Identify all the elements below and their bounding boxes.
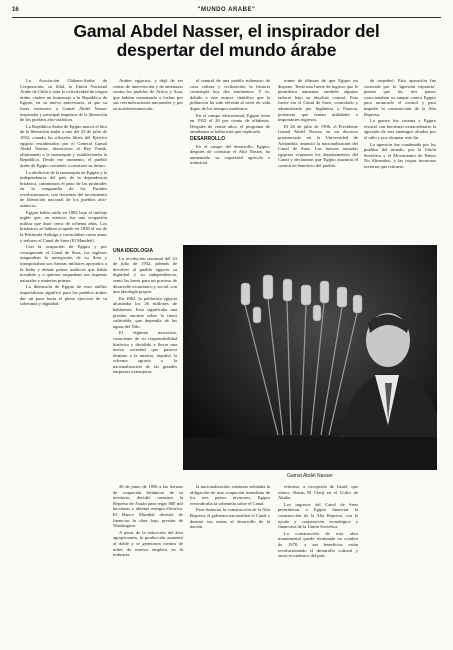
photo-caption: Gamal Abdel Nasser (287, 473, 333, 479)
section-heading-desarrollo: DESARROLLO (190, 135, 225, 142)
paragraph: La Asociación Chileno-Arabe de Cooperación, su filial, la Unión Nacional Arabe de Chile y toda la colectividad de origen árabe, rinden un homenaje a la República de Egipto, en su nuevo aniversario, al que su fuera extensivo a Gamal Abdel Nasser inspirador y principal impulsor de la liberación de los pueblos afro-asiáticos. (20, 78, 107, 123)
column-4 (278, 78, 358, 240)
title-line-2: despertar del mundo árabe (116, 40, 337, 60)
nasser-photograph (183, 245, 437, 470)
bottom-column-2 (113, 484, 183, 644)
paragraph: de torpedeó. Esta operación fue conocida por la 'agresión tripartita', puesto que los tres países coaccionaban su tanque contra Egipto para arrancarle el control y para impedir la construcción de la Alta Represa. (364, 78, 436, 117)
paragraph: el natural de una pueblo milenario de casa cultura y civilización la historia contempla hoy dos fenómenos. Y es, debido a este avance científico que la población ha sido elevada al nivel de vida digno de los tiempos modernos. (190, 78, 270, 111)
column-2-section (113, 247, 177, 479)
page-header (12, 5, 441, 16)
paragraph: Para financiar la construcción de la Alta Represa, el gobierno nacionalizó el Canal y destinó sus rentas al desarrollo de la nación. (190, 507, 270, 530)
paragraph: La guerra fue cruenta y Egipto resistió con heroísmo extraordinario la agresión de tres enemigos aliados por el odio y por alcanzar este fin. (364, 118, 436, 140)
paragraph: La agresión fue condenada por los pueblos del mundo, por la Unión Soviética y el Movimiento de Países No Alineados, y las tropas invasoras tuvieron que retirarse. (364, 141, 436, 169)
paragraph: En el campo educacional, Egipto tenía en 1952 el 20 por ciento de alfabetos. Después de veinte años, el programa de enseñanza se había más que triplicado. (190, 112, 270, 135)
column-5 (364, 78, 436, 240)
column-1 (20, 78, 107, 644)
page-number: 16 (12, 7, 19, 13)
paragraph: 26 de junio de 1956 a las fuerzas de ocupación británicas de su territorio, decidió construir la Represa de Asuán para regar 800 mil hectáreas y obtener energía eléctrica. El Banco Mundial desistió de financiar la obra bajo presión de Washington. (113, 484, 183, 529)
paragraph: retirarse, a excepción de Israel, que retuvo Sharm El Cheij en el Golfo de Akaba. (278, 484, 358, 501)
column-3 (190, 78, 270, 240)
paragraph: Los ingresos del Canal de Suez permitieron a Egipto financiar la construcción de la Alta Represa, con la ayuda y cooperación tecnológica y financiera de la Unión Soviética. (278, 501, 358, 530)
header-rule (12, 17, 441, 18)
section-heading-ideologia: UNA IDEOLOGIA (113, 248, 154, 254)
section-body (113, 256, 177, 375)
column-2-top (113, 78, 183, 244)
paragraph: En 1962, la población egipcia alcanzaba los 26 millones de habitantes. Esto significaba una presión enorme sobre la tierra cultivable, que dependía de las aguas del Nilo. (113, 295, 177, 329)
paragraph: la nacionalización; mientras señalaba la obligación de una ocupación inmediata de los tres países invasores, Egipto reivindicaba la soberanía sobre el Canal. (190, 484, 270, 506)
paragraph: El 26 de julio de 1956, el Presidente Gamal Abdel Nasser, en un discurso pronunciado en la Universidad de Alejandría, anunció la nacionalización del Canal de Suez. Las fuerzas armadas egipcias ocuparon los departamentos del Canal y declararon que Egipto asumiría el control en beneficio del pueblo. (278, 123, 358, 168)
bottom-column-4 (278, 484, 358, 644)
bottom-column-3 (190, 484, 270, 644)
paragraph: La abolición de la monarquía en Egipto y la independencia del país de la dependencia británica, culminaron el paso de las pirámides en la vanguardia de los Estados revolucionarios, con doctrinas del movimiento de liberación nacional de los pueblos afro-asiáticos. (20, 169, 107, 209)
photo-image (183, 245, 437, 470)
paragraph: Con la ocupación de Egipto y por consiguiente el Canal de Suez, los ingleses aseguraban la navegación de su flota y transportaban sus fuerzas militares apoyados a la India y demás países asiáticos que había invadido y a quienes saqueaban sus riquezas naturales y materias primas. (20, 244, 107, 283)
paragraph: El régimen nasserista, consciente de su responsabilidad histórica y decidido a llevar una nueva sociedad que pusiera término a la miseria, impulsó la reforma agraria y la nacionalización de las grandes empresas extranjeras. (113, 330, 177, 375)
paragraph: La República Arabe de Egipto marcó el hito de la liberación árabe a raíz del 23 de julio de 1952, cuando los oficiales libres del Ejército egipcio encabezados por el General Gamal Abdel Nasser, derrocaron al Rey Faruk, eliminando a la monarquía y estableciendo la República. Desde ese momento, el pueblo árabe de Egipto comenzó a construir su futuro. (20, 123, 107, 168)
paragraph: La revolución nacional del 23 de julio de 1952, además de devolver al pueblo egipcio su dignidad y su independencia, sentó las bases para un proceso de desarrollo económico y social, con una ideología propia. (113, 255, 177, 295)
paragraph: Egipto había caído en 1882 bajo el tutelaje inglés que, en esencia, fue una ocupación militar que duró cerca de ochenta años. Los británicos se habían ocupado en 1830 el sur de la Península Arábiga y controlaban como amos y señores el Canal de Suez (El Mandeb). (20, 209, 107, 243)
column-3-section-body (190, 144, 270, 166)
paragraph: Arabes egipcios, y dejó de ser centro de intervención y de amenazas contra los pueblos de Africa y Asia, que habían comenzado a luchar por sus reivindicaciones nacionales y por su autodeterminación. (113, 78, 183, 111)
column-3-body (190, 78, 270, 135)
paragraph: La liberación de Egipto de esos anillos imperialistas significó para los pueblos árabes dar un paso hacia el pleno ejercicio de su soberanía y dignidad. (20, 284, 107, 307)
publication-name: "MUNDO ARABE" (197, 7, 256, 13)
paragraph: tomes de últimas de que Egipto no dispone. Tenía una fuerte de ingreso que le permitiera aumentar también algunos enlaces bajo su absoluto control. Esta fuerte era el Canal de Suez, controlado y administrado por Inglaterra y Francia, potencias que tenían utilidades e importantes ingresos. (278, 78, 358, 123)
paragraph: La construcción de esta obra monumental quedó terminada en octubre de 1970, y sus beneficios están revolucionando el desarrollo cultural y socio-económico del país. (278, 530, 358, 559)
article-title (20, 22, 433, 60)
paragraph: A pesar de la reducción del área agropecuaria, la producción aumentó al doble y se generaron cientos de miles de nuevos empleos en la industria. (113, 529, 183, 558)
paragraph: En el campo del desarrollo, Egipto, después de construir el Alto Nasser, ha aumentado su capacidad agrícola e industrial. (190, 143, 270, 166)
title-line-1: Gamal Abdel Nasser, el inspirador del (73, 21, 380, 41)
